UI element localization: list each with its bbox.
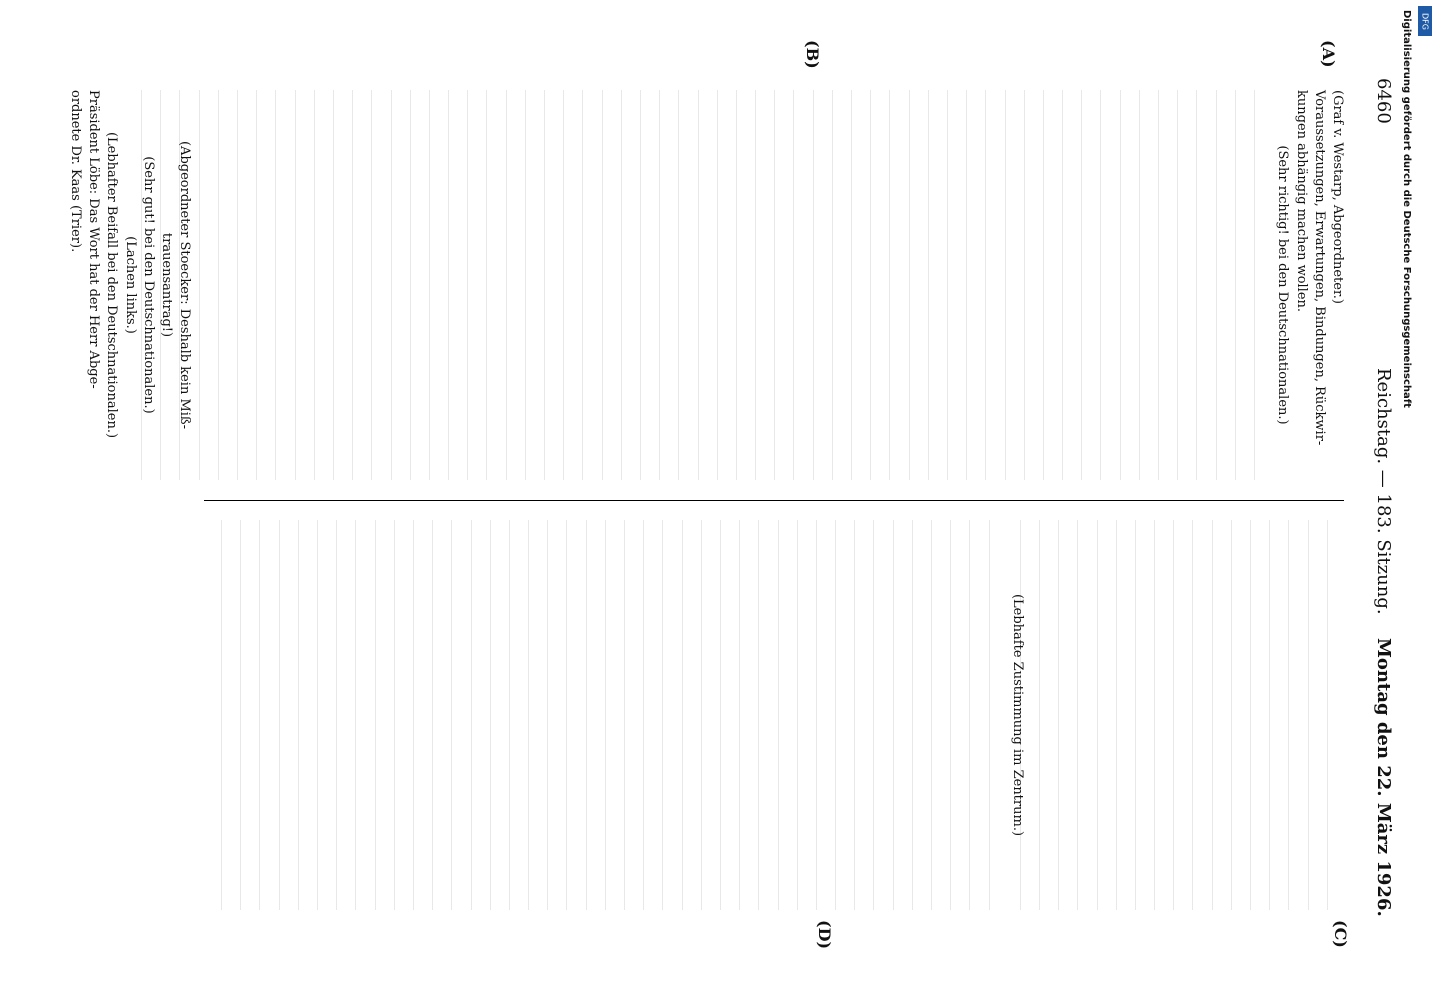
page-number: 6460 bbox=[1373, 78, 1394, 124]
text-line-placeholder bbox=[1116, 520, 1135, 910]
text-line-placeholder bbox=[1173, 520, 1192, 910]
text-line-placeholder bbox=[889, 90, 908, 480]
text-line-placeholder bbox=[1231, 520, 1250, 910]
text-line-placeholder bbox=[701, 520, 720, 910]
text-line-placeholder bbox=[854, 520, 873, 910]
text-line-placeholder bbox=[662, 520, 681, 910]
text-line-placeholder bbox=[221, 520, 240, 910]
text-line-placeholder bbox=[640, 90, 659, 480]
text-line-placeholder bbox=[1043, 90, 1062, 480]
text-line-placeholder bbox=[1308, 520, 1327, 910]
text-line-placeholder bbox=[333, 90, 352, 480]
text-line-placeholder bbox=[1288, 520, 1307, 910]
text-line-placeholder bbox=[547, 520, 566, 910]
margin-mark-c: (C) bbox=[1331, 920, 1350, 948]
text-line-placeholder bbox=[1212, 520, 1231, 910]
text-line-placeholder bbox=[544, 90, 563, 480]
text-line-placeholder bbox=[391, 90, 410, 480]
text-line-placeholder bbox=[1058, 520, 1077, 910]
text-line-placeholder bbox=[739, 520, 758, 910]
text-line-placeholder bbox=[797, 520, 816, 910]
text-line-placeholder bbox=[1097, 520, 1116, 910]
text-line-placeholder bbox=[774, 90, 793, 480]
text-line-placeholder bbox=[605, 520, 624, 910]
left-line: (Graf v. Westarp, Abgeordneter.) bbox=[1330, 90, 1345, 304]
text-line-placeholder bbox=[432, 520, 451, 910]
text-line-placeholder bbox=[1135, 520, 1154, 910]
digitization-credit bbox=[1392, 0, 1412, 1000]
text-line-placeholder bbox=[698, 90, 717, 480]
text-line-placeholder bbox=[509, 520, 528, 910]
right-text-column bbox=[248, 520, 1346, 910]
text-line-placeholder bbox=[835, 520, 854, 910]
digitization-credit-text: Digitalisierung gefördert durch die Deutsche Forschungsgemeinschaft bbox=[1401, 10, 1412, 408]
text-line-placeholder bbox=[873, 520, 892, 910]
text-line-placeholder bbox=[602, 90, 621, 480]
text-line-placeholder bbox=[566, 520, 585, 910]
text-line-placeholder bbox=[1077, 520, 1096, 910]
margin-mark-a: (A) bbox=[1319, 40, 1338, 68]
text-line-placeholder bbox=[1235, 90, 1254, 480]
text-line-placeholder bbox=[371, 90, 390, 480]
text-line-placeholder bbox=[586, 520, 605, 910]
text-line-placeholder bbox=[1120, 90, 1139, 480]
text-line-placeholder bbox=[429, 90, 448, 480]
text-line-placeholder bbox=[490, 520, 509, 910]
text-line-placeholder bbox=[317, 520, 336, 910]
text-line-placeholder bbox=[950, 520, 969, 910]
text-line-placeholder bbox=[525, 90, 544, 480]
text-line-placeholder bbox=[295, 90, 314, 480]
left-line: (Sehr gut! bei den Deutschnationalen.) bbox=[140, 156, 156, 414]
text-line-placeholder bbox=[813, 90, 832, 480]
text-line-placeholder bbox=[1158, 90, 1177, 480]
text-line-placeholder bbox=[528, 520, 547, 910]
text-line-placeholder bbox=[989, 520, 1008, 910]
right-column-unreadable-lines bbox=[1026, 520, 1346, 910]
right-column-unreadable-lines bbox=[248, 520, 1008, 910]
text-line-placeholder bbox=[1177, 90, 1196, 480]
left-column-unreadable-lines bbox=[193, 90, 1273, 480]
text-line-placeholder bbox=[893, 520, 912, 910]
text-line-placeholder bbox=[448, 90, 467, 480]
text-line-placeholder bbox=[279, 520, 298, 910]
text-line-placeholder bbox=[758, 520, 777, 910]
text-line-placeholder bbox=[237, 90, 256, 480]
text-line-placeholder bbox=[985, 90, 1004, 480]
text-line-placeholder bbox=[624, 520, 643, 910]
text-line-placeholder bbox=[1269, 520, 1288, 910]
text-line-placeholder bbox=[451, 520, 470, 910]
text-line-placeholder bbox=[394, 520, 413, 910]
text-line-placeholder bbox=[582, 90, 601, 480]
text-line-placeholder bbox=[870, 90, 889, 480]
left-text-column bbox=[66, 90, 1346, 480]
text-line-placeholder bbox=[909, 90, 928, 480]
text-line-placeholder bbox=[1193, 520, 1212, 910]
text-line-placeholder bbox=[1154, 520, 1173, 910]
text-line-placeholder bbox=[1005, 90, 1024, 480]
left-line: Voraussetzungen, Erwartungen, Bindungen, Rückwir- bbox=[1311, 90, 1327, 446]
text-line-placeholder bbox=[947, 90, 966, 480]
margin-mark-d: (D) bbox=[815, 920, 834, 950]
text-line-placeholder bbox=[755, 90, 774, 480]
text-line-placeholder bbox=[375, 520, 394, 910]
text-line-placeholder bbox=[506, 90, 525, 480]
text-line-placeholder bbox=[1327, 520, 1346, 910]
left-line: kungen abhängig machen wollen. bbox=[1293, 90, 1309, 313]
text-line-placeholder bbox=[413, 520, 432, 910]
text-line-placeholder bbox=[966, 90, 985, 480]
text-line-placeholder bbox=[678, 90, 697, 480]
text-line-placeholder bbox=[682, 520, 701, 910]
text-line-placeholder bbox=[720, 520, 739, 910]
text-line-placeholder bbox=[1250, 520, 1269, 910]
margin-mark-b: (B) bbox=[803, 40, 822, 69]
text-line-placeholder bbox=[1101, 90, 1120, 480]
text-line-placeholder bbox=[314, 90, 333, 480]
text-line-placeholder bbox=[928, 90, 947, 480]
text-line-placeholder bbox=[816, 520, 835, 910]
text-line-placeholder bbox=[275, 90, 294, 480]
text-line-placeholder bbox=[1139, 90, 1158, 480]
text-line-placeholder bbox=[467, 90, 486, 480]
text-line-placeholder bbox=[563, 90, 582, 480]
text-line-placeholder bbox=[1024, 90, 1043, 480]
text-line-placeholder bbox=[1081, 90, 1100, 480]
session-date: Montag den 22. März 1926. bbox=[1373, 638, 1394, 917]
text-line-placeholder bbox=[736, 90, 755, 480]
text-line-placeholder bbox=[1039, 520, 1058, 910]
text-line-placeholder bbox=[298, 520, 317, 910]
text-line-placeholder bbox=[931, 520, 950, 910]
left-line: Präsident Löbe: Das Wort hat der Herr Abge- bbox=[86, 90, 102, 389]
text-line-placeholder bbox=[912, 520, 931, 910]
dfg-badge: DFG bbox=[1418, 6, 1432, 36]
text-line-placeholder bbox=[487, 90, 506, 480]
text-line-placeholder bbox=[659, 90, 678, 480]
text-line-placeholder bbox=[1196, 90, 1215, 480]
text-line-placeholder bbox=[259, 520, 278, 910]
text-line-placeholder bbox=[1062, 90, 1081, 480]
text-line-placeholder bbox=[969, 520, 988, 910]
left-line: (Sehr richtig! bei den Deutschnationalen.) bbox=[1275, 145, 1291, 425]
text-line-placeholder bbox=[643, 520, 662, 910]
left-line: (Abgeordneter Stoecker: Deshalb kein Miß- bbox=[177, 140, 193, 430]
left-line: trauensantrag!) bbox=[158, 232, 174, 338]
text-line-placeholder bbox=[851, 90, 870, 480]
column-divider bbox=[204, 500, 1344, 501]
session-title: Reichstag. — 183. Sitzung. bbox=[1373, 368, 1394, 615]
text-line-placeholder bbox=[352, 90, 371, 480]
text-line-placeholder bbox=[1216, 90, 1235, 480]
text-line-placeholder bbox=[336, 520, 355, 910]
text-line-placeholder bbox=[410, 90, 429, 480]
text-line-placeholder bbox=[794, 90, 813, 480]
left-line: (Lebhafter Beifall bei den Deutschnationalen.) bbox=[104, 131, 120, 439]
text-line-placeholder bbox=[1254, 90, 1273, 480]
text-line-placeholder bbox=[199, 90, 218, 480]
text-line-placeholder bbox=[717, 90, 736, 480]
text-line-placeholder bbox=[218, 90, 237, 480]
left-line: (Lachen links.) bbox=[122, 236, 138, 334]
text-line-placeholder bbox=[240, 520, 259, 910]
text-line-placeholder bbox=[471, 520, 490, 910]
text-line-placeholder bbox=[256, 90, 275, 480]
text-line-placeholder bbox=[778, 520, 797, 910]
left-line: ordnete Dr. Kaas (Trier). bbox=[67, 90, 83, 253]
text-line-placeholder bbox=[355, 520, 374, 910]
text-line-placeholder bbox=[832, 90, 851, 480]
right-line: (Lebhafte Zustimmung im Zentrum.) bbox=[1010, 593, 1025, 837]
text-line-placeholder bbox=[621, 90, 640, 480]
